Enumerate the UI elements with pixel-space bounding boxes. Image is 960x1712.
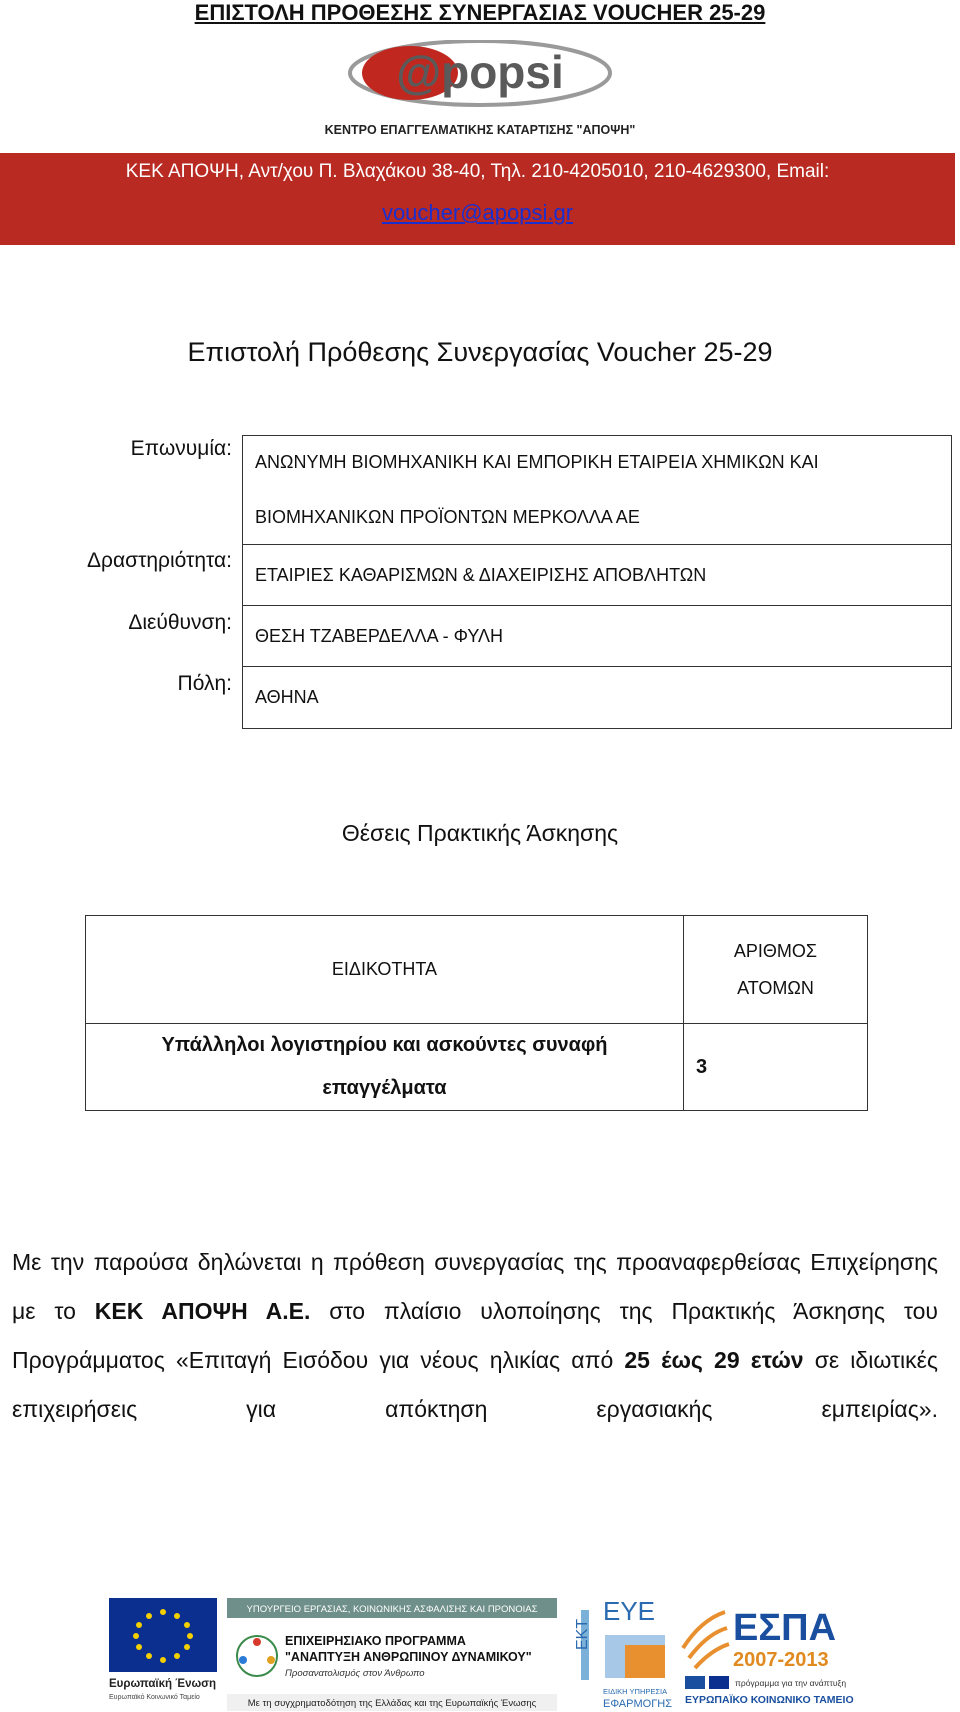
- eu-flag-logo: [109, 1598, 217, 1701]
- contact-details: ΚΕΚ ΑΠΟΨΗ, Αντ/χου Π. Βλαχάκου 38-40, Τηλ. 210-4205010, 210-4629300, Email:: [125, 161, 830, 182]
- espa-fund: ΕΥΡΩΠΑΪΚΟ ΚΟΙΝΩΝΙΚΟ ΤΑΜΕΙΟ: [685, 1694, 854, 1706]
- espa-sub: πρόγραμμα για την ανάπτυξη: [735, 1678, 847, 1688]
- email-link[interactable]: voucher@apopsi.gr: [381, 200, 574, 225]
- apopsi-logo: [290, 40, 670, 140]
- statement-paragraph: [12, 1238, 938, 1434]
- statement-part3: σε ιδιωτικές επιχειρήσεις για απόκτηση εργασιακής εμπειρίας».: [12, 1347, 938, 1422]
- count-cell: 3: [684, 1024, 868, 1111]
- city-label: Πόλη:: [177, 672, 232, 695]
- cofunding-text: Με τη συγχρηματοδότηση της Ελλάδας και της Ευρωπαϊκής Ένωσης: [247, 1698, 537, 1709]
- statement-bold-kek: ΚΕΚ ΑΠΟΨΗ Α.Ε.: [94, 1298, 311, 1324]
- program-line1: ΕΠΙΧΕΙΡΗΣΙΑΚΟ ΠΡΟΓΡΑΜΜΑ: [285, 1634, 466, 1648]
- eye-sub2: ΕΦΑΡΜΟΓΗΣ: [603, 1698, 672, 1710]
- program-line2: "ΑΝΑΠΤΥΞΗ ΑΝΘΡΩΠΙΝΟΥ ΔΥΝΑΜΙΚΟΥ": [285, 1650, 532, 1664]
- ekt-label: ΕΚΤ: [574, 1618, 591, 1650]
- company-name-line2: ΒΙΟΜΗΧΑΝΙΚΩΝ ΠΡΟΪΟΝΤΩΝ ΜΕΡΚΟΛΛΑ ΑΕ: [255, 507, 640, 527]
- activity-label: Δραστηριότητα:: [87, 549, 232, 572]
- statement-bold-age: 25 έως 29 ετών: [624, 1347, 804, 1373]
- specialty-header: ΕΙΔΙΚΟΤΗΤΑ: [86, 916, 684, 1024]
- logo-subtitle: ΚΕΝΤΡΟ ΕΠΑΓΓΕΛΜΑΤΙΚΗΣ ΚΑΤΑΡΤΙΣΗΣ "ΑΠΟΨΗ": [324, 123, 636, 137]
- address-row: [243, 606, 951, 667]
- specialty-cell: [86, 1024, 684, 1111]
- address-label: Διεύθυνση:: [128, 611, 232, 634]
- logo-wordmark: @popsi: [396, 46, 564, 98]
- table-header-row: [86, 916, 868, 1024]
- letter-heading: ΕΠΙΣΤΟΛΗ ΠΡΟΘΕΣΗΣ ΣΥΝΕΡΓΑΣΙΑΣ VOUCHER 25-29: [194, 0, 766, 25]
- company-name-label: Επωνυμία:: [130, 437, 232, 460]
- statement-part1: Με την παρούσα δηλώνεται η πρόθεση συνεργασίας της προαναφερθείσας Επιχείρησης με το: [12, 1249, 938, 1324]
- espa-label: ΕΣΠΑ: [733, 1607, 837, 1649]
- city-row: [243, 667, 951, 728]
- positions-title: Θέσεις Πρακτικής Άσκησης: [341, 820, 619, 846]
- document-title: Επιστολή Πρόθεσης Συνεργασίας Voucher 25-29: [187, 337, 773, 367]
- specialty-line1: Υπάλληλοι λογιστηρίου και ασκούντες συναφή: [161, 1034, 608, 1056]
- eu-label: Ευρωπαϊκή Ένωση: [109, 1678, 217, 1690]
- count-header-line2: ΑΤΟΜΩΝ: [737, 977, 814, 998]
- statement-part2: στο πλαίσιο υλοποίησης της Πρακτικής Άσκησης του Προγράμματος «Επιταγή Εισόδου για νέους ηλικίας από: [12, 1298, 938, 1373]
- activity-row: [243, 545, 951, 606]
- espa-logo: [683, 1607, 854, 1706]
- eye-label: ΕΥΕ: [603, 1596, 656, 1626]
- espa-years: 2007-2013: [733, 1649, 829, 1671]
- ministry-text: ΥΠΟΥΡΓΕΙΟ ΕΡΓΑΣΙΑΣ, ΚΟΙΝΩΝΙΚΗΣ ΑΣΦΑΛΙΣΗΣ ΚΑΙ ΠΡΟΝΟΙΑΣ: [246, 1604, 538, 1615]
- company-name-line1: ΑΝΩΝΥΜΗ ΒΙΟΜΗΧΑΝΙΚΗ ΚΑΙ ΕΜΠΟΡΙΚΗ ΕΤΑΙΡΕΙΑ ΧΗΜΙΚΩΝ ΚΑΙ: [255, 452, 819, 472]
- eye-sub1: ΕΙΔΙΚΗ ΥΠΗΡΕΣΙΑ: [603, 1687, 668, 1696]
- program-line3: Προσανατολισμός στον Άνθρωπο: [285, 1668, 425, 1679]
- city-value: ΑΘΗΝΑ: [255, 687, 319, 707]
- eu-sublabel: Ευρωπαϊκό Κοινωνικό Ταμείο: [109, 1694, 200, 1701]
- count-header: [684, 916, 868, 1024]
- footer-logos: [105, 1590, 855, 1712]
- eye-logo: [574, 1596, 672, 1710]
- address-value: ΘΕΣΗ ΤΖΑΒΕΡΔΕΛΛΑ - ΦΥΛΗ: [255, 625, 504, 646]
- specialty-line2: επαγγέλματα: [322, 1077, 447, 1099]
- program-logo: [227, 1598, 557, 1711]
- activity-value: ΕΤΑΙΡΙΕΣ ΚΑΘΑΡΙΣΜΩΝ & ΔΙΑΧΕΙΡΙΣΗΣ ΑΠΟΒΛΗΤΩΝ: [255, 564, 707, 585]
- positions-table: [85, 915, 868, 1111]
- count-header-line1: ΑΡΙΘΜΟΣ: [733, 940, 818, 961]
- company-info-box: [242, 435, 952, 729]
- table-row: [86, 1024, 868, 1111]
- company-name-row: [243, 436, 951, 545]
